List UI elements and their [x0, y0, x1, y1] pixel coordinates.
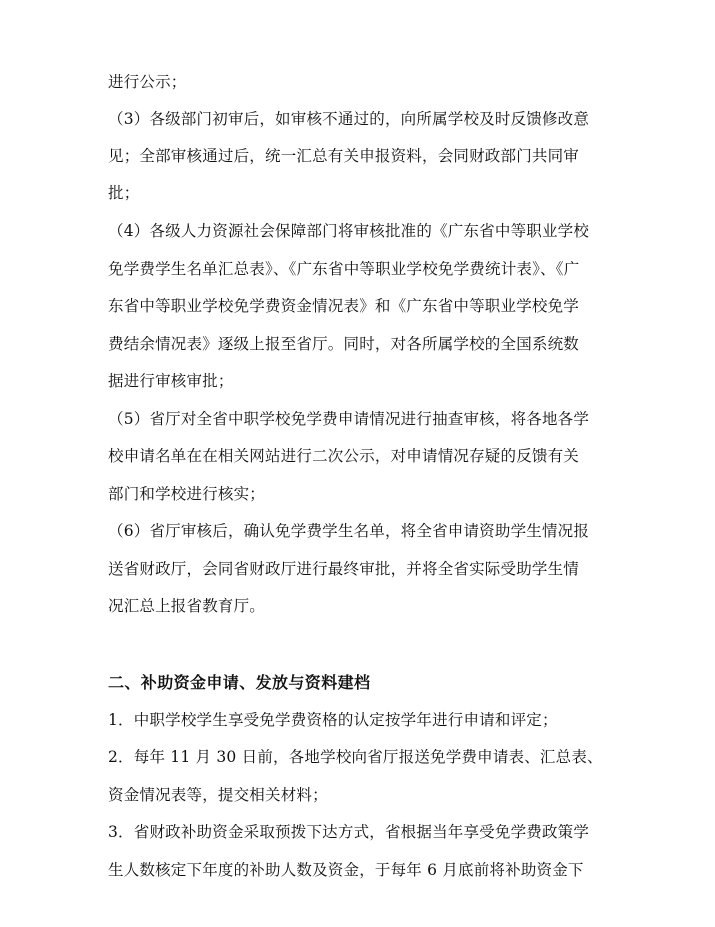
- paragraph-line: （3）各级部门初审后，如审核不通过的，向所属学校及时反馈修改意: [108, 110, 590, 128]
- paragraph-line: （6）省厅审核后，确认免学费学生名单，将全省申请资助学生情况报: [108, 522, 590, 540]
- paragraph-line: 部门和学校进行核实；: [108, 485, 266, 503]
- section-line: 1．中职学校学生享受免学费资格的认定按学年进行申请和评定；: [108, 711, 558, 729]
- paragraph-line: 免学费学生名单汇总表》、《广东省中等职业学校免学费统计表》、《广: [108, 260, 580, 278]
- section-line: 3．省财政补助资金采取预拨下达方式，省根据当年享受免学费政策学: [108, 823, 590, 841]
- paragraph-line: 东省中等职业学校免学费资金情况表》和《广东省中等职业学校免学: [108, 297, 580, 315]
- paragraph-line: （4）各级人力资源社会保障部门将审核批准的《广东省中等职业学校: [108, 222, 590, 240]
- paragraph-line: 况汇总上报省教育厅。: [108, 597, 266, 615]
- paragraph-line: 校申请名单在在相关网站进行二次公示，对申请情况存疑的反馈有关: [108, 447, 580, 465]
- section-line: 2．每年 11 月 30 日前，各地学校向省厅报送免学费申请表、汇总表、: [108, 748, 603, 766]
- paragraph-line: 批；: [108, 184, 140, 202]
- paragraph-line: 进行公示；: [108, 73, 187, 91]
- paragraph-line: （5）省厅对全省中职学校免学费申请情况进行抽查审核，将各地各学: [108, 410, 590, 428]
- section-line: 生人数核定下年度的补助人数及资金，于每年 6 月底前将补助资金下: [108, 861, 584, 879]
- section-heading: 二、补助资金申请、发放与资料建档: [108, 673, 371, 692]
- paragraph-line: 见；全部审核通过后，统一汇总有关申报资料，会同财政部门共同审: [108, 147, 580, 165]
- paragraph-line: 费结余情况表》逐级上报至省厅。同时，对各所属学校的全国系统数: [108, 335, 580, 353]
- paragraph-line: 据进行审核审批；: [108, 372, 234, 390]
- paragraph-line: 送省财政厅，会同省财政厅进行最终审批，并将全省实际受助学生情: [108, 560, 580, 578]
- section-line: 资金情况表等，提交相关材料；: [108, 786, 328, 804]
